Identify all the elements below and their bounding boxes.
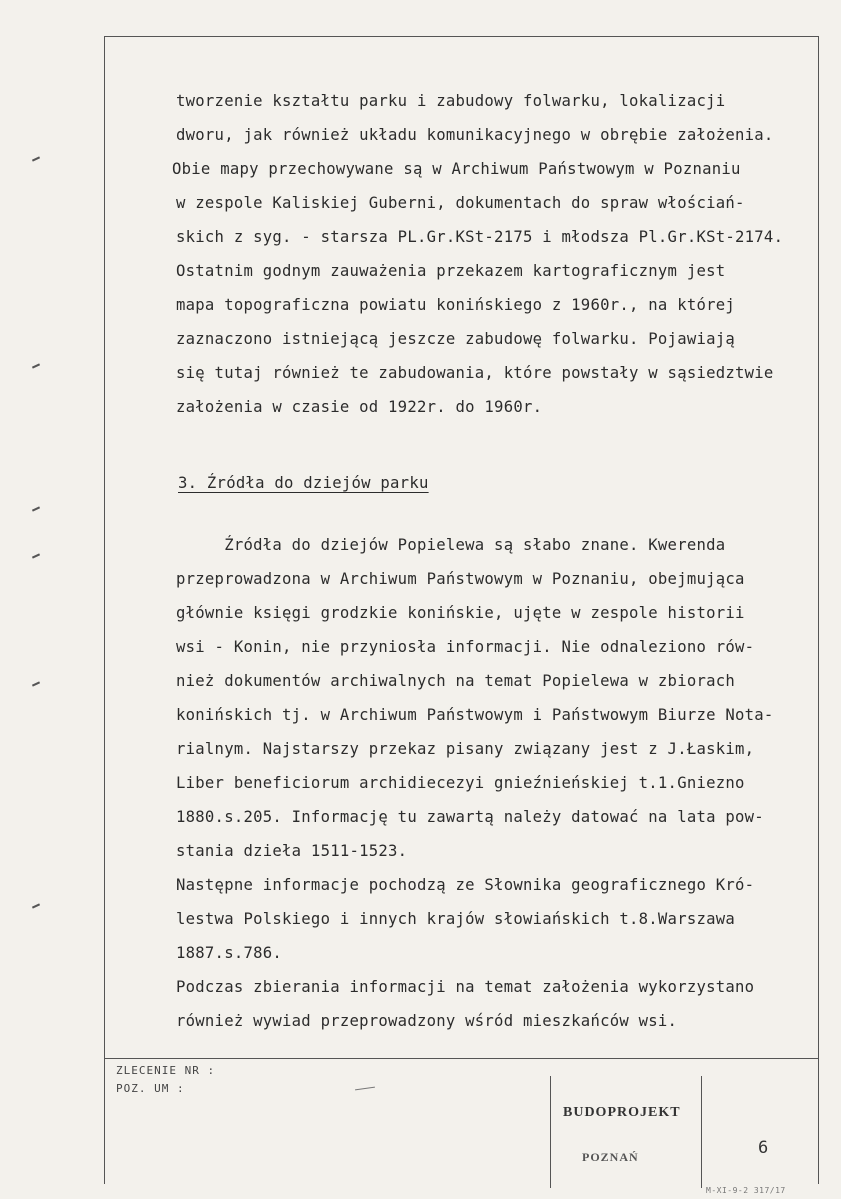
section-line: rialnym. Najstarszy przekaz pisany związany jest z J.Łaskim, [176,740,755,758]
section-line: głównie księgi grodzkie konińskie, ujęte w zespole historii [176,604,745,622]
section-line: 1880.s.205. Informację tu zawartą należy datować na lata pow- [176,808,764,826]
stamp-city: POZNAŃ [582,1150,639,1164]
body-line: zaznaczono istniejącą jeszcze zabudowę folwarku. Pojawiają [176,330,736,348]
section-line: nież dokumentów archiwalnych na temat Popielewa w zbiorach [176,672,736,690]
section-line: Podczas zbierania informacji na temat założenia wykorzystano [176,978,755,996]
body-line: skich z syg. - starsza PL.Gr.KSt-2175 i młodsza Pl.Gr.KSt-2174. [176,228,784,246]
body-line: tworzenie kształtu parku i zabudowy folwarku, lokalizacji [176,92,726,110]
margin-mark [32,681,40,686]
margin-mark [32,156,40,161]
section-line: przeprowadzona w Archiwum Państwowym w Poznaniu, obejmująca [176,570,745,588]
stamp-company-name: BUDOPROJEKT [563,1105,681,1120]
margin-mark [32,553,40,558]
section-heading: 3. Źródła do dziejów parku [178,474,429,492]
body-line: Obie mapy przechowywane są w Archiwum Państwowym w Poznaniu [172,160,741,178]
section-line: lestwa Polskiego i innych krajów słowiańskich t.8.Warszawa [176,910,736,928]
section-line: Źródła do dziejów Popielewa są słabo znane. Kwerenda [176,536,726,554]
section-line: 1887.s.786. [176,944,283,962]
section-line: również wywiad przeprowadzony wśród mieszkańców wsi. [176,1012,678,1030]
margin-mark [32,903,40,908]
section-line: konińskich tj. w Archiwum Państwowym i Państwowym Biurze Nota- [176,706,774,724]
position-label: POZ. UM : [116,1082,185,1095]
section-line: stania dzieła 1511-1523. [176,842,408,860]
margin-mark [32,363,40,368]
order-number-label: ZLECENIE NR : [116,1064,216,1077]
body-line: się tutaj również te zabudowania, które powstały w sąsiedztwie [176,364,774,382]
body-line: mapa topograficzna powiatu konińskiego z 1960r., na której [176,296,736,314]
archival-mark: M-XI-9-2 317/17 [706,1186,786,1195]
margin-mark [32,506,40,511]
body-line: Ostatnim godnym zauważenia przekazem kartograficznym jest [176,262,726,280]
body-line: w zespole Kaliskiej Guberni, dokumentach do spraw włościań- [176,194,745,212]
stamp-box [550,1076,702,1188]
section-line: Następne informacje pochodzą ze Słownika geograficznego Kró- [176,876,755,894]
body-line: dworu, jak również układu komunikacyjnego w obrębie założenia. [176,126,774,144]
body-line: założenia w czasie od 1922r. do 1960r. [176,398,543,416]
page-number: 6 [758,1138,769,1158]
section-line: Liber beneficiorum archidiecezyi gnieźnieńskiej t.1.Gniezno [176,774,745,792]
section-line: wsi - Konin, nie przyniosła informacji. Nie odnaleziono rów- [176,638,755,656]
